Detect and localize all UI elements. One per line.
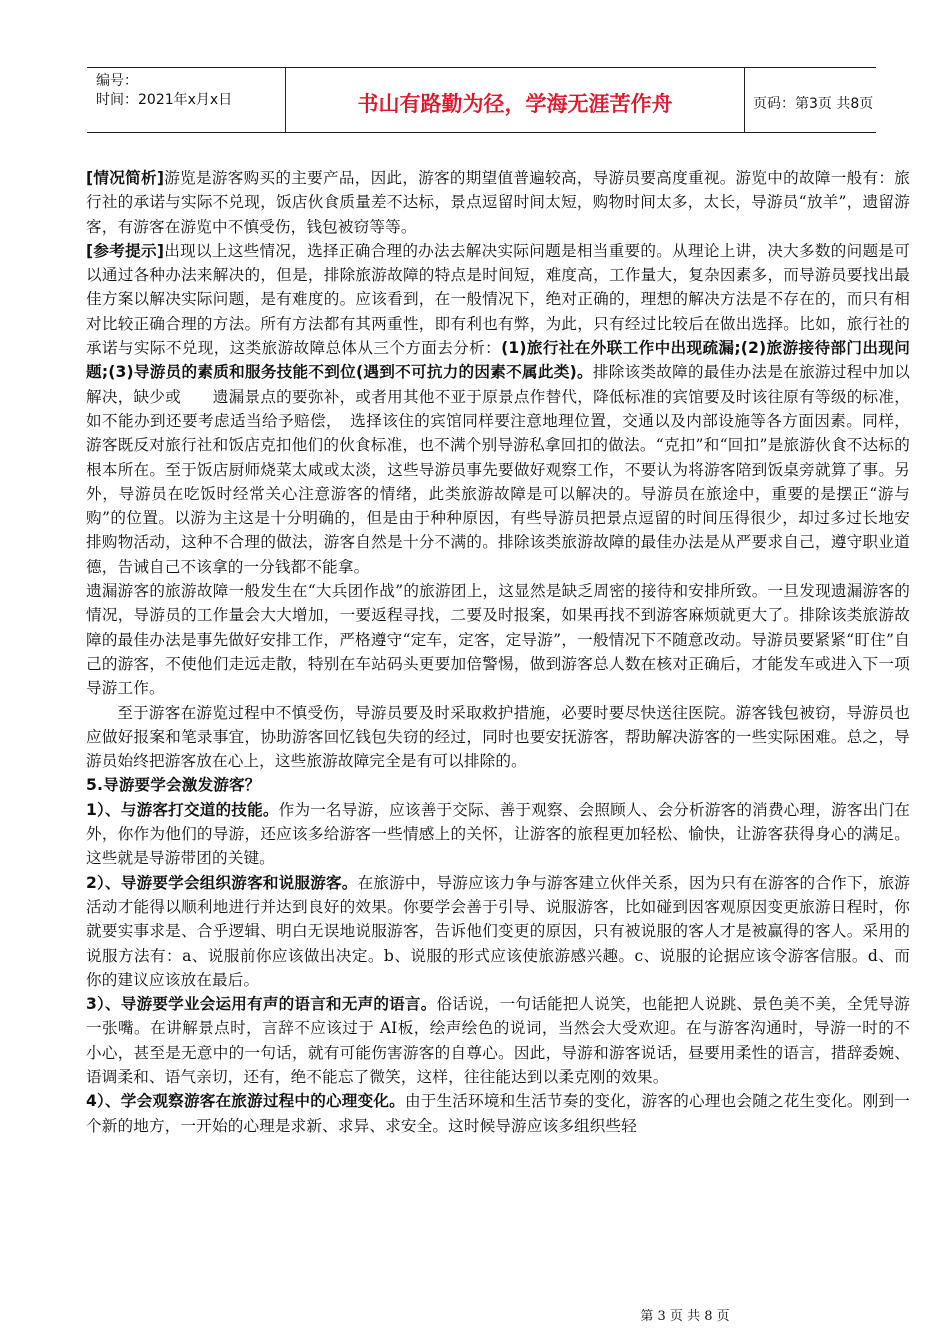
reference-label: [参考提示] bbox=[86, 241, 165, 260]
paragraph-reference bbox=[86, 239, 910, 579]
item-2 bbox=[86, 871, 910, 992]
document-body bbox=[86, 166, 910, 1138]
situation-label: [情况简析] bbox=[86, 169, 165, 187]
item-2-text: 在旅游中，导游应该力争与游客建立伙伴关系，因为只有在游客的合作下，旅游活动才能得以顺利地进行并达到良好的效果。你要学会善于引导、说服游客，比如碰到因客观原因变更旅游日程时，你就要实事求是、合乎逻辑、明白无误地说服游客，告诉他们变更的原因，只有被说服的客人才是被赢得的客人。采用的说服方法有：a、说服前你应该做出决定。b、说服的形式应该使旅游感兴趣。c、说服的论据应该令游客信服。d、而你的建议应该放在最后。 bbox=[86, 873, 910, 989]
header-page-info: 页码：第3页 共8页 bbox=[753, 96, 874, 112]
header-meta bbox=[87, 68, 286, 132]
item-3 bbox=[86, 992, 910, 1089]
header-motto: 书山有路勤为径，学海无涯苦作舟 bbox=[286, 68, 745, 132]
item-4 bbox=[86, 1089, 910, 1138]
item-3-label: 3）、导游要学业会运用有声的语言和无声的语言。 bbox=[86, 995, 437, 1014]
paragraph-injury-theft: 至于游客在游览过程中不慎受伤，导游员要及时采取救护措施，必要时要尽快送往医院。游客钱包被窃，导游员也应做好报案和笔录事宜，协助游客回忆钱包失窃的经过，同时也要安抚游客，帮助解决游客的一些实际困难。总之，导游员始终把游客放在心上，这些旅游故障完全是有可以排除的。 bbox=[86, 703, 910, 771]
page-footer: 第 3 页 共 8 页 bbox=[640, 1309, 730, 1324]
situation-text: 游览是游客购买的主要产品，因此，游客的期望值普遍较高，导游员要高度重视。游览中的故障一般有：旅行社的承诺与实际不兑现，饭店伙食质量差不达标，景点逗留时间太短，购物时间太多，太长，导游员“放羊”，遗留游客，有游客在游览中不慎受伤，钱包被窃等等。 bbox=[86, 169, 910, 236]
reference-bold-list: (1)旅行社在外联工作中出现疏漏;(2)旅游接待部门出现问题;(3)导游员的素质和服务技能不到位(遇到不可抗力的因素不属此类)。 bbox=[86, 339, 911, 382]
item-1-label: 1）、与游客打交道的技能。 bbox=[86, 800, 279, 819]
item-3-text: 俗话说，一句话能把人说笑，也能把人说跳、景色美不美，全凭导游一张嘴。在讲解景点时，言辞不应该过于 AI板，绘声绘色的说词，当然会大受欢迎。在与游客沟通时，导游一时的不小心，甚至是无意中的一句话，就有可能伤害游客的自尊心。因此，导游和游客说话，昼要用柔性的语言，措辞委婉、语调柔和、语气亲切，还有，绝不能忘了微笑，这样，往往能达到以柔克刚的效果。 bbox=[86, 995, 910, 1086]
item-4-label: 4）、学会观察游客在旅游过程中的心理变化。 bbox=[86, 1092, 405, 1111]
number-label: 编号： bbox=[96, 73, 138, 89]
section-heading-5: 5.导游要学会激发游客？ bbox=[86, 776, 261, 795]
item-1 bbox=[86, 798, 910, 871]
item-1-text: 作为一名导游，应该善于交际、善于观察、会照顾人、会分析游客的消费心理，游客出门在外，你作为他们的导游，还应该多给游客一些情感上的关怀，让游客的旅程更加轻松、愉快，让游客获得身心的满足。这些就是导游带团的关键。 bbox=[86, 800, 910, 868]
paragraph-situation bbox=[86, 166, 910, 239]
header-table bbox=[87, 67, 876, 133]
reference-text-a: 出现以上这些情况，选择正确合理的办法去解决实际问题是相当重要的。从理论上讲，决大多数的问题是可以通过各种办法来解决的，但是，排除旅游故障的特点是时间短，难度高，工作量大，复杂因素多，而导游员要找出最佳方案以解决实际问题，是有难度的。应该看到，在一般情况下，绝对正确的，理想的解决方法是不存在的，而只有相对比较正确合理的方法。所有方法都有其两重性，即有利也有弊，为此，只有经过比较后在做出选择。比如，旅行社的承诺与实际不兑现，这类旅游故障总体从三个方面去分析： bbox=[86, 241, 910, 358]
time-label: 时间：2021年x月x日 bbox=[96, 92, 233, 108]
item-2-label: 2）、导游要学会组织游客和说服游客。 bbox=[86, 873, 358, 892]
item-4-text: 由于生活环境和生活节奏的变化，游客的心理也会随之花生变化。刚到一个新的地方，一开始的心理是求新、求异、求安全。这时候导游应该多组织些轻 bbox=[86, 1092, 910, 1135]
paragraph-missing-tourists: 遗漏游客的旅游故障一般发生在“大兵团作战”的旅游团上，这显然是缺乏周密的接待和安排所致。一旦发现遗漏游客的情况，导游员的工作量会大大增加，一要返程寻找，二要及时报案，如果再找不到游客麻烦就更大了。排除该类旅游故障的最佳办法是事先做好安排工作，严格遵守“定车，定客，定导游”，一般情况下不随意改动。导游员要紧紧“盯住”自己的游客，不使他们走远走散，特别在车站码头更要加倍警惕，做到游客总人数在核对正确后，才能发车或进入下一项导游工作。 bbox=[86, 582, 910, 698]
reference-text-b: 排除该类故障的最佳办法是在旅游过程中加以解决，缺少或 遗漏景点的要弥补，或者用其他不亚于原景点作替代，降低标准的宾馆要及时该往原有等级的标准，如不能办到还要考虑适当给予赔偿， 选择该住的宾馆同样要注意地理位置，交通以及内部设施等各方面因素。同样，游客既反对旅行社和饭店克扣他们的伙食标准，也不满个别导游私拿回扣的做法。“克扣”和“回扣”是旅游伙食不达标的根本所在。至于饭店厨师烧菜太咸或太淡，这些导游员事先要做好观察工作，不要认为将游客陪到饭桌旁就算了事。另外，导游员在吃饭时经常关心注意游客的情绪，此类旅游故障是可以解决的。导游员在旅途中，重要的是摆正“游与购”的位置。以游为主这是十分明确的，但是由于种种原因，有些导游员把景点逗留的时间压得很少，却过多过长地安排购物活动，这种不合理的做法，游客自然是十分不满的。排除该类旅游故障的最佳办法是从严要求自己，遵守职业道德，告诫自己不该拿的一分钱都不能拿。 bbox=[86, 363, 910, 576]
